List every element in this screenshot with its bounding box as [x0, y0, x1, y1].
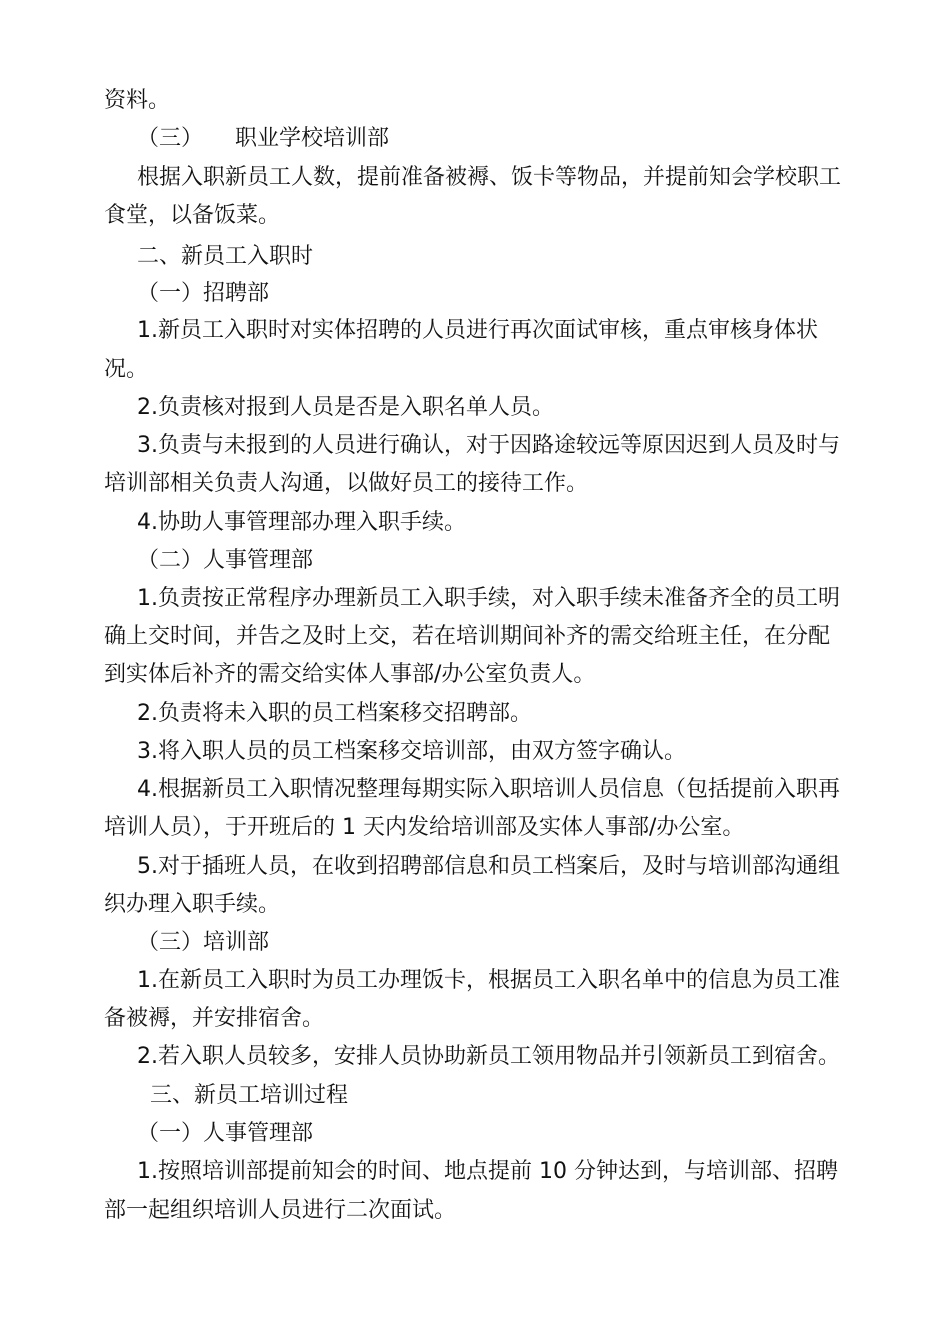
- paragraph-line: 培训人员），于开班后的 1 天内发给培训部及实体人事部/办公室。: [104, 815, 745, 840]
- paragraph-line: 1.新员工入职时对实体招聘的人员进行再次面试审核，重点审核身体状: [137, 318, 818, 343]
- paragraph-line: 况。: [104, 357, 149, 382]
- subsection-heading: （一）人事管理部: [137, 1121, 314, 1146]
- paragraph-line: 3.负责与未报到的人员进行确认，对于因路途较远等原因迟到人员及时与: [137, 433, 840, 458]
- paragraph-line: 5.对于插班人员，在收到招聘部信息和员工档案后，及时与培训部沟通组: [137, 854, 840, 879]
- paragraph-line: 1.在新员工入职时为员工办理饭卡，根据员工入职名单中的信息为员工准: [137, 968, 840, 993]
- subsection-heading: （三）培训部: [137, 930, 270, 955]
- section-title: 职业学校培训部: [235, 126, 390, 151]
- paragraph-line: 根据入职新员工人数，提前准备被褥、饭卡等物品，并提前知会学校职工: [137, 165, 842, 190]
- subsection-heading: （一）招聘部: [137, 281, 270, 306]
- paragraph-line: 4.根据新员工入职情况整理每期实际入职培训人员信息（包括提前入职再: [137, 777, 840, 802]
- section-heading: 二、新员工入职时: [137, 244, 314, 269]
- paragraph-line: 备被褥，并安排宿舍。: [104, 1006, 325, 1031]
- paragraph-line: 2.负责核对报到人员是否是入职名单人员。: [137, 395, 554, 420]
- paragraph-line: 食堂，以备饭菜。: [104, 203, 281, 228]
- paragraph-line: 1.按照培训部提前知会的时间、地点提前 10 分钟达到，与培训部、招聘: [137, 1159, 838, 1184]
- paragraph-line: 4.协助人事管理部办理入职手续。: [137, 510, 466, 535]
- paragraph-line: 部一起组织培训人员进行二次面试。: [104, 1198, 457, 1223]
- paragraph-line: 确上交时间，并告之及时上交，若在培训期间补齐的需交给班主任，在分配: [104, 624, 831, 649]
- paragraph-line: 资料。: [104, 88, 171, 113]
- paragraph-line: 3.将入职人员的员工档案移交培训部，由双方签字确认。: [137, 739, 686, 764]
- section-heading-vocational-school: [137, 124, 389, 154]
- subsection-heading: （二）人事管理部: [137, 548, 314, 573]
- section-label: （三）: [137, 126, 204, 151]
- section-heading: 三、新员工培训过程: [150, 1083, 349, 1108]
- paragraph-line: 2.若入职人员较多，安排人员协助新员工领用物品并引领新员工到宿舍。: [137, 1044, 840, 1069]
- paragraph-line: 1.负责按正常程序办理新员工入职手续，对入职手续未准备齐全的员工明: [137, 586, 840, 611]
- paragraph-line: 2.负责将未入职的员工档案移交招聘部。: [137, 701, 532, 726]
- paragraph-line: 织办理入职手续。: [104, 892, 281, 917]
- paragraph-line: 培训部相关负责人沟通，以做好员工的接待工作。: [104, 471, 589, 496]
- paragraph-line: 到实体后补齐的需交给实体人事部/办公室负责人。: [104, 662, 596, 687]
